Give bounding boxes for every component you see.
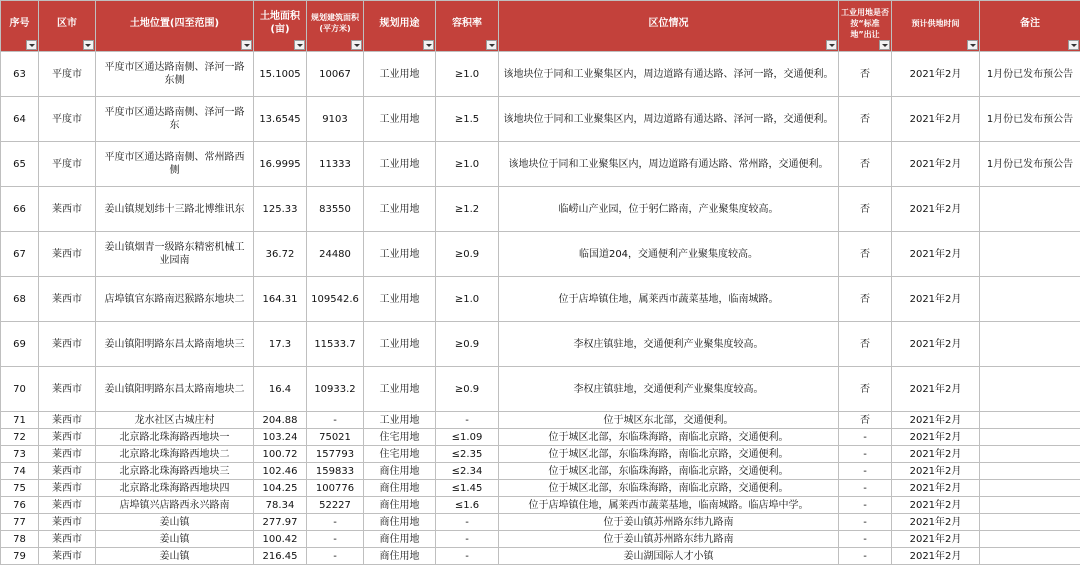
row-note	[980, 446, 1080, 463]
row-far: -	[436, 514, 499, 531]
row-standard: 否	[839, 142, 892, 187]
row-location: 平度市区通达路南侧、泽河一路东侧	[96, 52, 254, 97]
dropdown-arrow-icon[interactable]	[351, 40, 362, 50]
col-header-use	[364, 1, 436, 52]
row-area: 104.25	[254, 480, 307, 497]
row-location: 北京路北珠海路西地块一	[96, 429, 254, 446]
row-location: 姜山镇	[96, 531, 254, 548]
row-use: 商住用地	[364, 497, 436, 514]
row-standard: -	[839, 548, 892, 565]
row-building-area: -	[307, 548, 364, 565]
row-situation: 李权庄镇驻地，交通便利产业聚集度较高。	[499, 367, 839, 412]
row-far: ≤1.45	[436, 480, 499, 497]
row-standard: 否	[839, 412, 892, 429]
row-number: 64	[1, 97, 39, 142]
row-far: ≤2.35	[436, 446, 499, 463]
row-note	[980, 322, 1080, 367]
col-header-situation	[499, 1, 839, 52]
row-standard: 否	[839, 277, 892, 322]
header-label: 土地面积(亩)	[256, 10, 304, 36]
row-building-area: -	[307, 531, 364, 548]
table-row	[1, 446, 1080, 463]
row-note: 1月份已发布预公告	[980, 142, 1080, 187]
row-time: 2021年2月	[892, 322, 980, 367]
row-standard: -	[839, 514, 892, 531]
header-label: 序号	[3, 17, 36, 30]
row-building-area: 11333	[307, 142, 364, 187]
row-area: 15.1005	[254, 52, 307, 97]
row-standard: -	[839, 446, 892, 463]
row-use: 住宅用地	[364, 429, 436, 446]
row-time: 2021年2月	[892, 531, 980, 548]
row-far: ≥1.2	[436, 187, 499, 232]
row-city: 莱西市	[39, 480, 96, 497]
row-area: 164.31	[254, 277, 307, 322]
row-city: 平度市	[39, 97, 96, 142]
row-far: ≥1.5	[436, 97, 499, 142]
row-number: 78	[1, 531, 39, 548]
row-area: 36.72	[254, 232, 307, 277]
col-header-no	[1, 1, 39, 52]
row-location: 北京路北珠海路西地块二	[96, 446, 254, 463]
row-note	[980, 367, 1080, 412]
row-building-area: 52227	[307, 497, 364, 514]
row-standard: -	[839, 480, 892, 497]
row-city: 平度市	[39, 52, 96, 97]
row-situation: 该地块位于同和工业聚集区内，周边道路有通达路、常州路，交通便利。	[499, 142, 839, 187]
table-row	[1, 187, 1080, 232]
row-time: 2021年2月	[892, 367, 980, 412]
header-label: 备注	[982, 17, 1078, 30]
row-building-area: -	[307, 412, 364, 429]
row-note: 1月份已发布预公告	[980, 52, 1080, 97]
dropdown-arrow-icon[interactable]	[826, 40, 837, 50]
row-situation: 该地块位于同和工业聚集区内，周边道路有通达路、泽河一路，交通便利。	[499, 52, 839, 97]
row-use: 商住用地	[364, 548, 436, 565]
dropdown-arrow-icon[interactable]	[1068, 40, 1079, 50]
row-time: 2021年2月	[892, 187, 980, 232]
row-building-area: 100776	[307, 480, 364, 497]
col-header-time	[892, 1, 980, 52]
row-far: ≥0.9	[436, 232, 499, 277]
row-far: ≥0.9	[436, 367, 499, 412]
row-building-area: 157793	[307, 446, 364, 463]
row-city: 莱西市	[39, 531, 96, 548]
row-location: 平度市区通达路南侧、常州路西侧	[96, 142, 254, 187]
row-standard: 否	[839, 367, 892, 412]
row-time: 2021年2月	[892, 97, 980, 142]
row-location: 姜山镇	[96, 548, 254, 565]
row-far: -	[436, 548, 499, 565]
row-number: 72	[1, 429, 39, 446]
row-time: 2021年2月	[892, 52, 980, 97]
row-time: 2021年2月	[892, 497, 980, 514]
row-far: ≥1.0	[436, 142, 499, 187]
row-area: 100.42	[254, 531, 307, 548]
row-number: 66	[1, 187, 39, 232]
row-area: 100.72	[254, 446, 307, 463]
table-row	[1, 142, 1080, 187]
header-label: 预计供地时间	[894, 18, 977, 29]
table-row	[1, 480, 1080, 497]
row-note	[980, 514, 1080, 531]
row-standard: 否	[839, 52, 892, 97]
row-use: 工业用地	[364, 322, 436, 367]
row-situation: 该地块位于同和工业聚集区内，周边道路有通达路、泽河一路，交通便利。	[499, 97, 839, 142]
row-use: 工业用地	[364, 142, 436, 187]
row-standard: -	[839, 497, 892, 514]
row-time: 2021年2月	[892, 232, 980, 277]
row-city: 莱西市	[39, 446, 96, 463]
row-far: -	[436, 412, 499, 429]
col-header-building-area	[307, 1, 364, 52]
row-situation: 位于城区北部，东临珠海路，南临北京路，交通便利。	[499, 480, 839, 497]
row-note	[980, 187, 1080, 232]
row-city: 莱西市	[39, 367, 96, 412]
row-standard: -	[839, 531, 892, 548]
row-building-area: 159833	[307, 463, 364, 480]
col-header-note	[980, 1, 1080, 52]
row-city: 莱西市	[39, 322, 96, 367]
row-use: 工业用地	[364, 277, 436, 322]
row-building-area: 10067	[307, 52, 364, 97]
row-city: 莱西市	[39, 277, 96, 322]
row-situation: 位于店埠镇住地，属莱西市蔬菜基地，临南城路。	[499, 277, 839, 322]
row-location: 平度市区通达路南侧、泽河一路东	[96, 97, 254, 142]
table-row	[1, 52, 1080, 97]
row-area: 78.34	[254, 497, 307, 514]
table-row	[1, 322, 1080, 367]
row-situation: 位于城区北部，东临珠海路，南临北京路，交通便利。	[499, 463, 839, 480]
header-label: 工业用地是否按“标准地”出让	[841, 7, 889, 40]
row-building-area: 9103	[307, 97, 364, 142]
row-note	[980, 531, 1080, 548]
row-situation: 位于姜山镇苏州路东纬九路南	[499, 514, 839, 531]
row-city: 莱西市	[39, 463, 96, 480]
row-number: 65	[1, 142, 39, 187]
row-number: 71	[1, 412, 39, 429]
row-building-area: 10933.2	[307, 367, 364, 412]
row-note	[980, 429, 1080, 446]
row-time: 2021年2月	[892, 514, 980, 531]
col-header-far	[436, 1, 499, 52]
table-row	[1, 497, 1080, 514]
row-building-area: 24480	[307, 232, 364, 277]
row-situation: 李权庄镇驻地，交通便利产业聚集度较高。	[499, 322, 839, 367]
row-area: 125.33	[254, 187, 307, 232]
row-location: 北京路北珠海路西地块三	[96, 463, 254, 480]
row-far: ≥0.9	[436, 322, 499, 367]
row-situation: 位于姜山镇苏州路东纬九路南	[499, 531, 839, 548]
row-location: 北京路北珠海路西地块四	[96, 480, 254, 497]
row-use: 工业用地	[364, 97, 436, 142]
row-area: 13.6545	[254, 97, 307, 142]
row-standard: 否	[839, 322, 892, 367]
dropdown-arrow-icon[interactable]	[423, 40, 434, 50]
row-location: 姜山镇阳明路东昌太路南地块二	[96, 367, 254, 412]
row-city: 莱西市	[39, 514, 96, 531]
row-standard: 否	[839, 232, 892, 277]
row-far: ≤1.09	[436, 429, 499, 446]
row-building-area: 83550	[307, 187, 364, 232]
row-standard: -	[839, 429, 892, 446]
row-situation: 临崂山产业园，位于躬仁路南，产业聚集度较高。	[499, 187, 839, 232]
row-note	[980, 480, 1080, 497]
row-number: 69	[1, 322, 39, 367]
row-location: 店埠镇官东路南迟猴路东地块二	[96, 277, 254, 322]
row-location: 店埠镇兴店路西永兴路南	[96, 497, 254, 514]
row-city: 莱西市	[39, 497, 96, 514]
row-city: 莱西市	[39, 412, 96, 429]
row-building-area: 11533.7	[307, 322, 364, 367]
header-row	[1, 1, 1080, 52]
row-situation: 位于城区北部，东临珠海路，南临北京路，交通便利。	[499, 429, 839, 446]
row-location: 姜山镇规划纬十三路北博维讯东	[96, 187, 254, 232]
table-row	[1, 548, 1080, 565]
table-row	[1, 429, 1080, 446]
row-time: 2021年2月	[892, 480, 980, 497]
row-situation: 位于城区东北部，交通便利。	[499, 412, 839, 429]
row-situation: 临国道204，交通便利产业聚集度较高。	[499, 232, 839, 277]
header-label: 规划建筑面积(平方米)	[309, 12, 361, 34]
row-use: 工业用地	[364, 187, 436, 232]
table-row	[1, 232, 1080, 277]
row-location: 姜山镇	[96, 514, 254, 531]
table-row	[1, 97, 1080, 142]
table-row	[1, 367, 1080, 412]
row-location: 龙水社区古城庄村	[96, 412, 254, 429]
row-note	[980, 412, 1080, 429]
row-number: 79	[1, 548, 39, 565]
row-far: ≥1.0	[436, 277, 499, 322]
dropdown-arrow-icon[interactable]	[967, 40, 978, 50]
row-area: 103.24	[254, 429, 307, 446]
row-far: ≥1.0	[436, 52, 499, 97]
row-number: 67	[1, 232, 39, 277]
dropdown-arrow-icon[interactable]	[294, 40, 305, 50]
row-area: 216.45	[254, 548, 307, 565]
row-area: 204.88	[254, 412, 307, 429]
row-area: 17.3	[254, 322, 307, 367]
row-area: 16.4	[254, 367, 307, 412]
dropdown-arrow-icon[interactable]	[486, 40, 497, 50]
row-number: 76	[1, 497, 39, 514]
row-area: 277.97	[254, 514, 307, 531]
table-row	[1, 531, 1080, 548]
row-building-area: 109542.6	[307, 277, 364, 322]
row-number: 74	[1, 463, 39, 480]
row-situation: 姜山湖国际人才小镇	[499, 548, 839, 565]
row-note	[980, 497, 1080, 514]
row-use: 工业用地	[364, 412, 436, 429]
row-use: 工业用地	[364, 52, 436, 97]
table-row	[1, 277, 1080, 322]
row-use: 住宅用地	[364, 446, 436, 463]
row-area: 16.9995	[254, 142, 307, 187]
row-note	[980, 548, 1080, 565]
col-header-area	[254, 1, 307, 52]
row-situation: 位于店埠镇住地，属莱西市蔬菜基地，临南城路。临店埠中学。	[499, 497, 839, 514]
row-standard: 否	[839, 97, 892, 142]
col-header-standard	[839, 1, 892, 52]
table-body	[1, 52, 1080, 565]
header-label: 规划用途	[366, 17, 433, 30]
row-use: 商住用地	[364, 531, 436, 548]
row-number: 75	[1, 480, 39, 497]
header-label: 容积率	[438, 17, 496, 30]
row-note: 1月份已发布预公告	[980, 97, 1080, 142]
row-note	[980, 232, 1080, 277]
row-time: 2021年2月	[892, 429, 980, 446]
row-use: 工业用地	[364, 232, 436, 277]
row-city: 平度市	[39, 142, 96, 187]
header-label: 区市	[41, 17, 93, 30]
row-number: 77	[1, 514, 39, 531]
row-number: 68	[1, 277, 39, 322]
row-number: 73	[1, 446, 39, 463]
dropdown-arrow-icon[interactable]	[241, 40, 252, 50]
row-number: 70	[1, 367, 39, 412]
row-time: 2021年2月	[892, 412, 980, 429]
dropdown-arrow-icon[interactable]	[879, 40, 890, 50]
table-row	[1, 412, 1080, 429]
row-city: 莱西市	[39, 429, 96, 446]
filter-icon[interactable]	[83, 40, 94, 50]
col-header-city	[39, 1, 96, 52]
row-far: ≤2.34	[436, 463, 499, 480]
row-city: 莱西市	[39, 548, 96, 565]
row-number: 63	[1, 52, 39, 97]
row-standard: 否	[839, 187, 892, 232]
row-time: 2021年2月	[892, 463, 980, 480]
table-row	[1, 514, 1080, 531]
row-time: 2021年2月	[892, 142, 980, 187]
row-use: 商住用地	[364, 480, 436, 497]
dropdown-arrow-icon[interactable]	[26, 40, 37, 50]
row-use: 工业用地	[364, 367, 436, 412]
row-city: 莱西市	[39, 232, 96, 277]
row-use: 商住用地	[364, 463, 436, 480]
row-note	[980, 277, 1080, 322]
row-situation: 位于城区北部，东临珠海路，南临北京路，交通便利。	[499, 446, 839, 463]
row-far: ≤1.6	[436, 497, 499, 514]
row-time: 2021年2月	[892, 548, 980, 565]
row-location: 姜山镇烟青一级路东精密机械工业园南	[96, 232, 254, 277]
row-building-area: -	[307, 514, 364, 531]
row-area: 102.46	[254, 463, 307, 480]
row-building-area: 75021	[307, 429, 364, 446]
row-time: 2021年2月	[892, 446, 980, 463]
header-label: 土地位置(四至范围)	[98, 17, 251, 30]
header-label: 区位情况	[501, 17, 836, 30]
row-standard: -	[839, 463, 892, 480]
row-far: -	[436, 531, 499, 548]
col-header-location	[96, 1, 254, 52]
row-use: 商住用地	[364, 514, 436, 531]
row-city: 莱西市	[39, 187, 96, 232]
row-location: 姜山镇阳明路东昌太路南地块三	[96, 322, 254, 367]
row-time: 2021年2月	[892, 277, 980, 322]
